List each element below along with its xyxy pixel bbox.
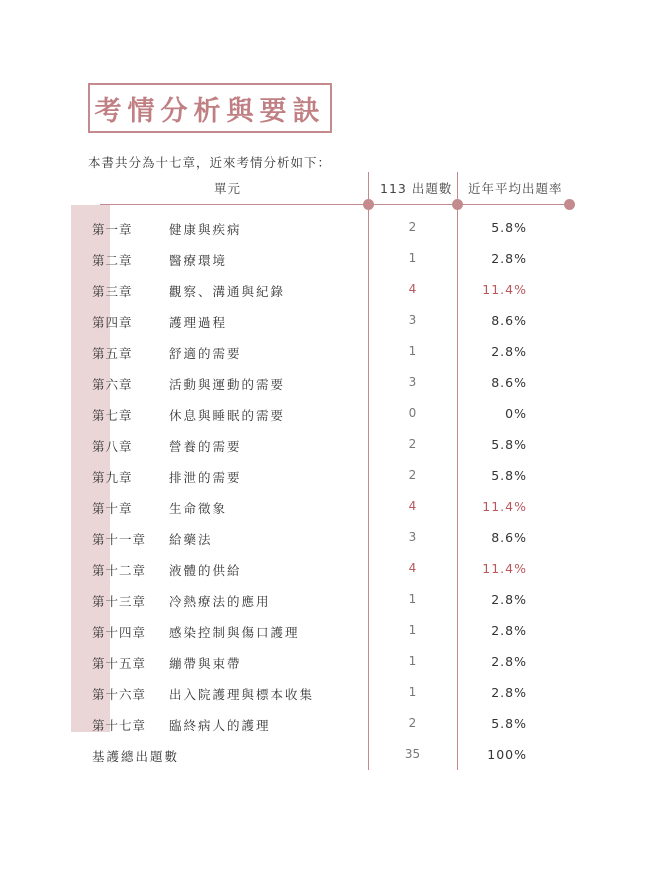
total-count: 35 <box>404 747 421 761</box>
question-rate: 2.8% <box>491 623 527 638</box>
question-rate: 2.8% <box>491 251 527 266</box>
chapter-number: 第十二章 <box>92 563 147 578</box>
question-count: 3 <box>408 375 417 389</box>
question-rate: 5.8% <box>491 437 527 452</box>
total-rate: 100% <box>487 747 527 762</box>
table-body <box>0 213 658 771</box>
chapter-number: 第九章 <box>92 470 133 485</box>
title-box <box>88 83 332 133</box>
chapter-number: 第七章 <box>92 408 133 423</box>
question-count: 2 <box>408 468 417 482</box>
chapter-number: 第十七章 <box>92 718 147 733</box>
chapter-number: 第八章 <box>92 439 133 454</box>
question-count: 4 <box>408 499 417 513</box>
table-row <box>0 523 658 554</box>
chapter-number: 第十四章 <box>92 625 147 640</box>
chapter-name: 護理過程 <box>169 315 228 330</box>
question-count: 2 <box>408 437 417 451</box>
question-count: 1 <box>408 623 417 637</box>
page-title: 考情分析與要訣 <box>94 95 326 127</box>
header-count: 113 出題數 <box>380 181 453 196</box>
chapter-number: 第十五章 <box>92 656 147 671</box>
chapter-name: 健康與疾病 <box>169 222 242 237</box>
table-row <box>0 492 658 523</box>
question-rate: 0% <box>505 406 527 421</box>
question-count: 3 <box>408 530 417 544</box>
chapter-number: 第五章 <box>92 346 133 361</box>
chapter-number: 第十三章 <box>92 594 147 609</box>
question-rate: 2.8% <box>491 685 527 700</box>
table-row <box>0 337 658 368</box>
question-rate: 11.4% <box>482 561 527 576</box>
question-rate: 2.8% <box>491 344 527 359</box>
chapter-name: 感染控制與傷口護理 <box>169 625 300 640</box>
table-row <box>0 554 658 585</box>
chapter-name: 休息與睡眠的需要 <box>169 408 286 423</box>
header-dot-2 <box>452 199 463 210</box>
chapter-number: 第十六章 <box>92 687 147 702</box>
question-count: 1 <box>408 251 417 265</box>
question-count: 2 <box>408 716 417 730</box>
question-rate: 8.6% <box>491 375 527 390</box>
total-row <box>0 740 658 771</box>
chapter-name: 觀察、溝通與紀錄 <box>169 284 286 299</box>
question-rate: 2.8% <box>491 592 527 607</box>
table-row <box>0 368 658 399</box>
chapter-number: 第十章 <box>92 501 133 516</box>
question-count: 3 <box>408 313 417 327</box>
header-dot-1 <box>363 199 374 210</box>
chapter-number: 第十一章 <box>92 532 147 547</box>
question-rate: 5.8% <box>491 220 527 235</box>
table-row <box>0 709 658 740</box>
table-row <box>0 306 658 337</box>
table-row <box>0 461 658 492</box>
table-row <box>0 678 658 709</box>
question-count: 1 <box>408 344 417 358</box>
table-row <box>0 275 658 306</box>
chapter-name: 營養的需要 <box>169 439 242 454</box>
question-rate: 2.8% <box>491 654 527 669</box>
question-count: 1 <box>408 592 417 606</box>
question-count: 4 <box>408 282 417 296</box>
chapter-name: 冷熱療法的應用 <box>169 594 271 609</box>
total-label: 基護總出題數 <box>92 749 180 764</box>
question-rate: 5.8% <box>491 468 527 483</box>
chapter-name: 繃帶與束帶 <box>169 656 242 671</box>
chapter-number: 第三章 <box>92 284 133 299</box>
question-count: 4 <box>408 561 417 575</box>
table-row <box>0 244 658 275</box>
chapter-name: 出入院護理與標本收集 <box>169 687 315 702</box>
question-rate: 5.8% <box>491 716 527 731</box>
chapter-number: 第二章 <box>92 253 133 268</box>
header-dot-3 <box>564 199 575 210</box>
chapter-name: 生命徵象 <box>169 501 228 516</box>
intro-text: 本書共分為十七章，近來考情分析如下： <box>88 155 332 170</box>
chapter-name: 給藥法 <box>169 532 213 547</box>
chapter-number: 第一章 <box>92 222 133 237</box>
question-count: 1 <box>408 685 417 699</box>
table-row <box>0 213 658 244</box>
table-row <box>0 399 658 430</box>
question-count: 0 <box>408 406 417 420</box>
chapter-name: 臨終病人的護理 <box>169 718 271 733</box>
header-unit: 單元 <box>214 181 242 196</box>
question-count: 2 <box>408 220 417 234</box>
chapter-name: 液體的供給 <box>169 563 242 578</box>
chapter-name: 活動與運動的需要 <box>169 377 286 392</box>
chapter-name: 排泄的需要 <box>169 470 242 485</box>
chapter-name: 舒適的需要 <box>169 346 242 361</box>
table-row <box>0 430 658 461</box>
table-row <box>0 647 658 678</box>
table-row <box>0 585 658 616</box>
header-rate: 近年平均出題率 <box>468 181 563 196</box>
question-count: 1 <box>408 654 417 668</box>
table-row <box>0 616 658 647</box>
chapter-name: 醫療環境 <box>169 253 228 268</box>
question-rate: 8.6% <box>491 313 527 328</box>
header-rule <box>100 204 570 205</box>
question-rate: 8.6% <box>491 530 527 545</box>
chapter-number: 第六章 <box>92 377 133 392</box>
question-rate: 11.4% <box>482 282 527 297</box>
question-rate: 11.4% <box>482 499 527 514</box>
chapter-number: 第四章 <box>92 315 133 330</box>
